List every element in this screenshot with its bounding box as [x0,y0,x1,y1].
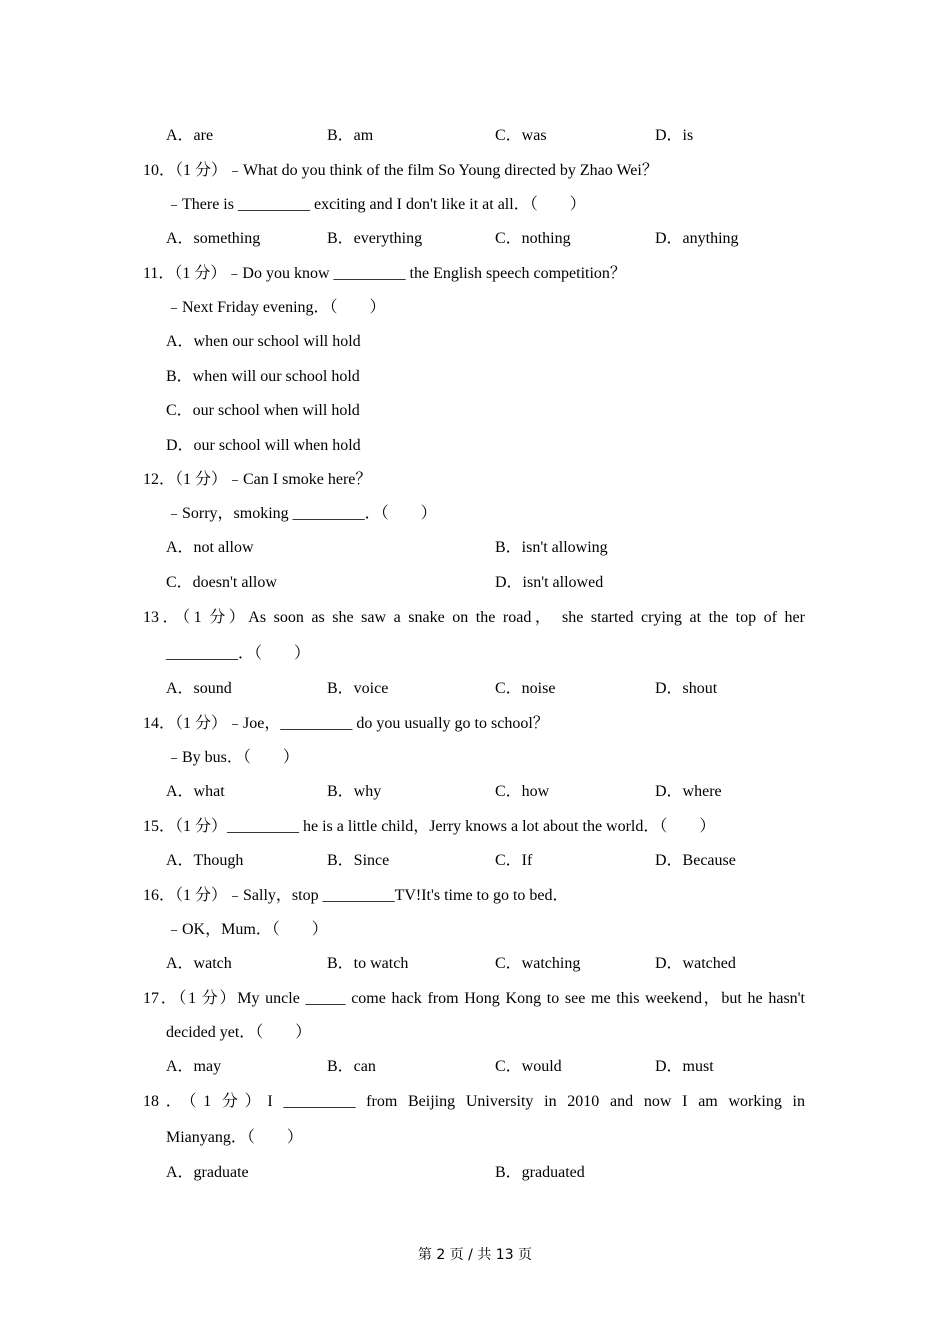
q17-stem: 17．（1 分）My uncle _____ come hack from Hong Kong to see me this weekend，but he hasn't [143,990,805,1007]
q17-option-d[interactable]: D．must [655,1058,714,1075]
q15-stem: 15．（1 分）_________ he is a little child，Jerry knows a lot about the world．（ ） [143,818,716,835]
q13-options [0,676,950,702]
q12-option-c[interactable]: C．doesn't allow [166,574,277,591]
q14-option-d[interactable]: D．where [655,783,722,800]
q12-sub: ﹣Sorry，smoking _________．（ ） [166,505,437,522]
q16-option-d[interactable]: D．watched [655,955,736,972]
q18-sub: Mianyang．（ ） [166,1129,303,1146]
q11-option-d[interactable]: D．our school will when hold [166,437,361,454]
q14-stem: 14．（1 分）﹣Joe，_________ do you usually go to school？ [143,715,549,732]
q14-options [0,779,950,805]
q9-option-c[interactable]: C．was [495,127,547,144]
q18-option-a[interactable]: A．graduate [166,1164,249,1181]
q18-stem: 18．（1 分）I _________ from Beijing University in 2010 and now I am working in [143,1093,805,1110]
q17-option-a[interactable]: A．may [166,1058,222,1075]
q18-option-b[interactable]: B．graduated [495,1164,585,1181]
q10-options [0,226,950,252]
q10-option-c[interactable]: C．nothing [495,230,571,247]
q18-options [0,1160,950,1186]
q10-option-d[interactable]: D．anything [655,230,739,247]
q9-option-d[interactable]: D．is [655,127,694,144]
q13-option-d[interactable]: D．shout [655,680,718,697]
q13-stem: 13．（1 分）As soon as she saw a snake on the road， she started crying at the top of her [143,609,805,626]
q15-option-a[interactable]: A．Though [166,852,244,869]
q15-option-d[interactable]: D．Because [655,852,736,869]
q16-option-a[interactable]: A．watch [166,955,232,972]
q12-option-b[interactable]: B．isn't allowing [495,539,608,556]
q16-option-c[interactable]: C．watching [495,955,581,972]
q11-sub: ﹣Next Friday evening．（ ） [166,299,386,316]
q11-option-a[interactable]: A．when our school will hold [166,333,361,350]
q14-sub: ﹣By bus．（ ） [166,749,299,766]
q11-stem: 11．（1 分）﹣Do you know _________ the English speech competition？ [143,265,626,282]
q10-option-a[interactable]: A．something [166,230,261,247]
q11-option-c[interactable]: C．our school when will hold [166,402,360,419]
q17-options [0,1054,950,1080]
q16-stem: 16．（1 分）﹣Sally，stop _________TV!It's time to go to bed． [143,887,569,904]
q13-option-a[interactable]: A．sound [166,680,232,697]
page-footer: 第 2 页 / 共 13 页 [417,1247,533,1263]
q17-option-c[interactable]: C．would [495,1058,562,1075]
q10-stem: 10．（1 分）﹣What do you think of the film So Young directed by Zhao Wei？ [143,162,658,179]
q12-options-row2 [0,570,950,596]
q16-options [0,951,950,977]
q15-option-b[interactable]: B．Since [327,852,390,869]
q12-option-a[interactable]: A．not allow [166,539,254,556]
q12-stem: 12．（1 分）﹣Can I smoke here？ [143,471,372,488]
q9-option-b[interactable]: B．am [327,127,374,144]
q15-options [0,848,950,874]
q16-sub: ﹣OK，Mum．（ ） [166,921,328,938]
q12-option-d[interactable]: D．isn't allowed [495,574,604,591]
q17-option-b[interactable]: B．can [327,1058,376,1075]
q13-option-b[interactable]: B．voice [327,680,389,697]
q14-option-c[interactable]: C．how [495,783,550,800]
q15-option-c[interactable]: C．If [495,852,533,869]
q13-sub: _________．（ ） [166,645,311,662]
q12-options-row1 [0,535,950,561]
q11-option-b[interactable]: B．when will our school hold [166,368,360,385]
q16-option-b[interactable]: B．to watch [327,955,409,972]
q10-sub: ﹣There is _________ exciting and I don't like it at all．（ ） [166,196,586,213]
q10-option-b[interactable]: B．everything [327,230,423,247]
q17-sub: decided yet．（ ） [166,1024,312,1041]
q9-option-a[interactable]: A．are [166,127,214,144]
q9-options [0,123,950,149]
q13-option-c[interactable]: C．noise [495,680,556,697]
q14-option-b[interactable]: B．why [327,783,382,800]
q14-option-a[interactable]: A．what [166,783,225,800]
